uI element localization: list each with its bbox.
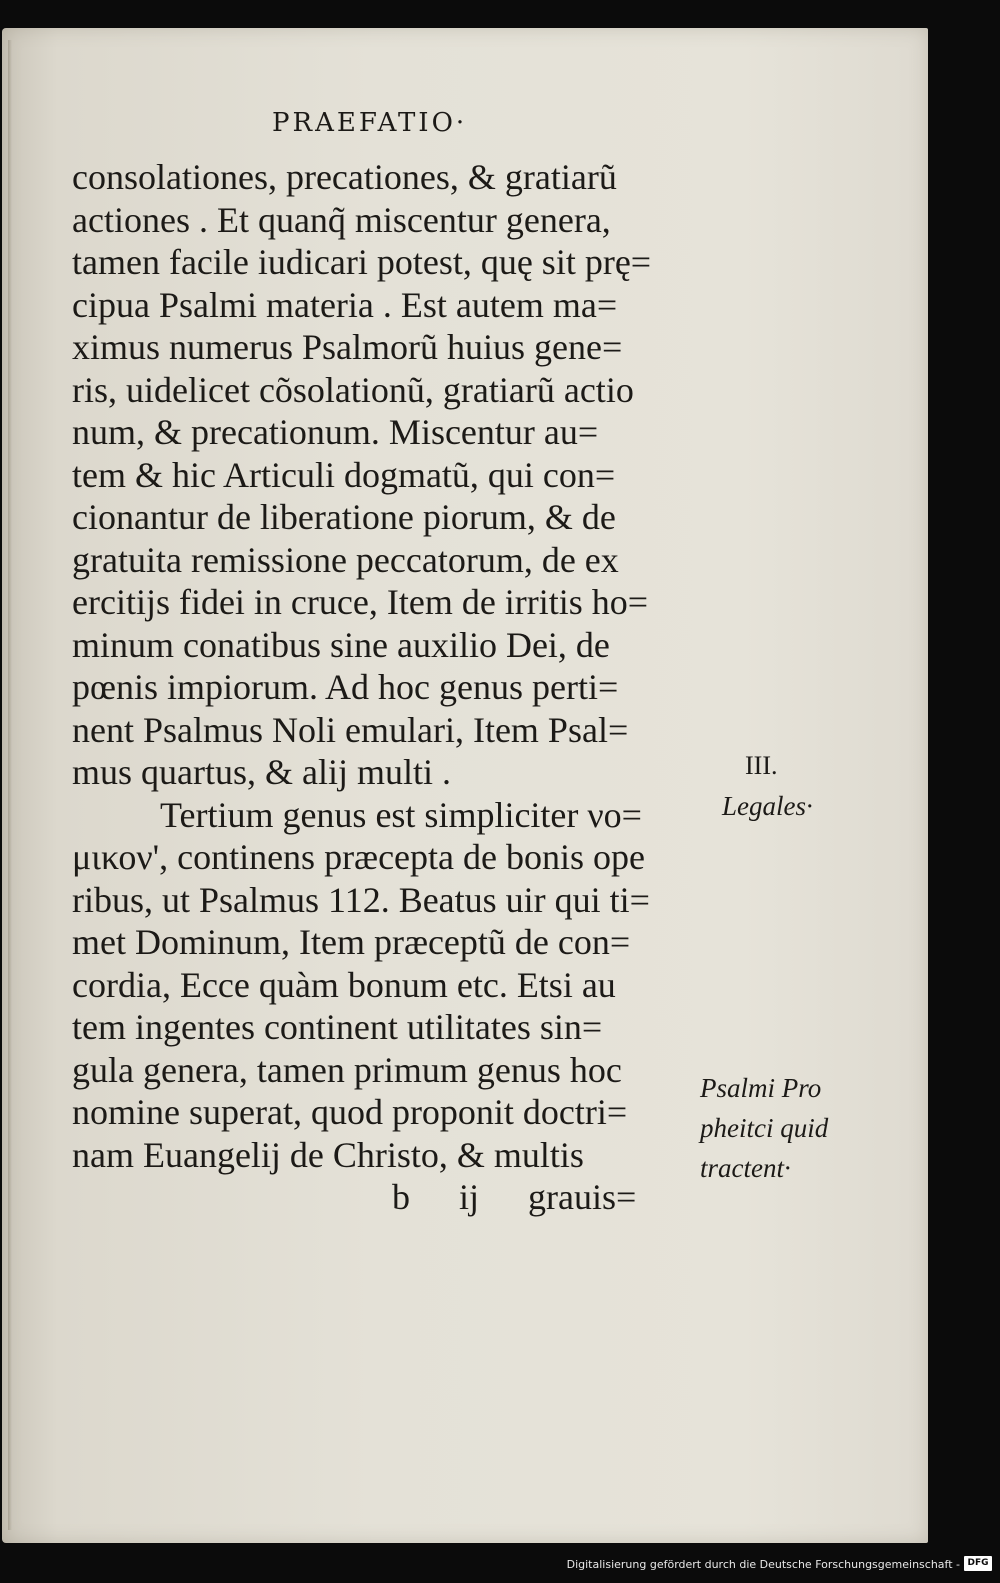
- text-line: nent Psalmus Noli emulari, Item Psal=: [72, 709, 629, 750]
- text-line: ris, uidelicet cõsolationũ, gratiarũ actio: [72, 369, 634, 410]
- margin-note-legales: Legales·: [722, 791, 813, 821]
- text-line: gratuita remissione peccatorum, de ex: [72, 539, 619, 580]
- text-line: num, & precationum. Miscentur au=: [72, 412, 599, 452]
- text-line: tem & hic Articuli dogmatũ, qui con=: [72, 454, 616, 495]
- text-line: minum conatibus sine auxilio Dei, de: [72, 624, 610, 665]
- text-line: met Dominum, Item præceptũ de con=: [72, 922, 631, 962]
- margin-note-line: pheitci quid: [700, 1113, 829, 1143]
- signature-catchword-line: b ij grauis=: [392, 1177, 637, 1217]
- text-line: ribus, ut Psalmus 112. Beatus uir qui ti=: [72, 879, 650, 920]
- text-line: pœnis impiorum. Ad hoc genus perti=: [72, 667, 619, 707]
- text-line: consolationes, precationes, & gratiarũ: [72, 157, 617, 197]
- footer-credit: Digitalisierung gefördert durch die Deutsche Forschungsgemeinschaft -: [566, 1558, 960, 1571]
- text-line: mus quartus, & alij multi .: [72, 752, 451, 792]
- running-header: PRAEFATIO·: [272, 108, 468, 138]
- page-gutter-shadow: [8, 40, 12, 1530]
- text-line: tamen facile iudicari potest, quę sit prę=: [72, 242, 652, 282]
- text-line: cionantur de liberatione piorum, & de: [72, 497, 616, 537]
- margin-note-line: tractent·: [700, 1153, 791, 1183]
- body-text: [72, 156, 722, 1219]
- text-line: cordia, Ecce quàm bonum etc. Etsi au: [72, 964, 616, 1005]
- text-line: ercitijs fidei in cruce, Item de irritis ho=: [72, 582, 649, 622]
- text-line-paragraph-start: Tertium genus est simpliciter νο=: [160, 794, 642, 835]
- text-line: actiones . Et quanq̃ miscentur genera,: [72, 199, 611, 240]
- text-line: ximus numerus Psalmorũ huius gene=: [72, 327, 623, 367]
- text-line: nomine superat, quod proponit doctri=: [72, 1092, 628, 1132]
- margin-note-numeral: III.: [745, 751, 778, 780]
- text-line: gula genera, tamen primum genus hoc: [72, 1049, 622, 1090]
- margin-note-psalmi: [700, 1068, 828, 1188]
- margin-note-line: Psalmi Pro: [700, 1073, 822, 1103]
- text-line: nam Euangelij de Christo, & multis: [72, 1134, 584, 1175]
- text-line: cipua Psalmi materia . Est autem ma=: [72, 284, 618, 325]
- text-line: tem ingentes continent utilitates sin=: [72, 1007, 603, 1047]
- dfg-logo: DFG: [964, 1556, 992, 1571]
- text-line: μικον', continens præcepta de bonis ope: [72, 837, 645, 877]
